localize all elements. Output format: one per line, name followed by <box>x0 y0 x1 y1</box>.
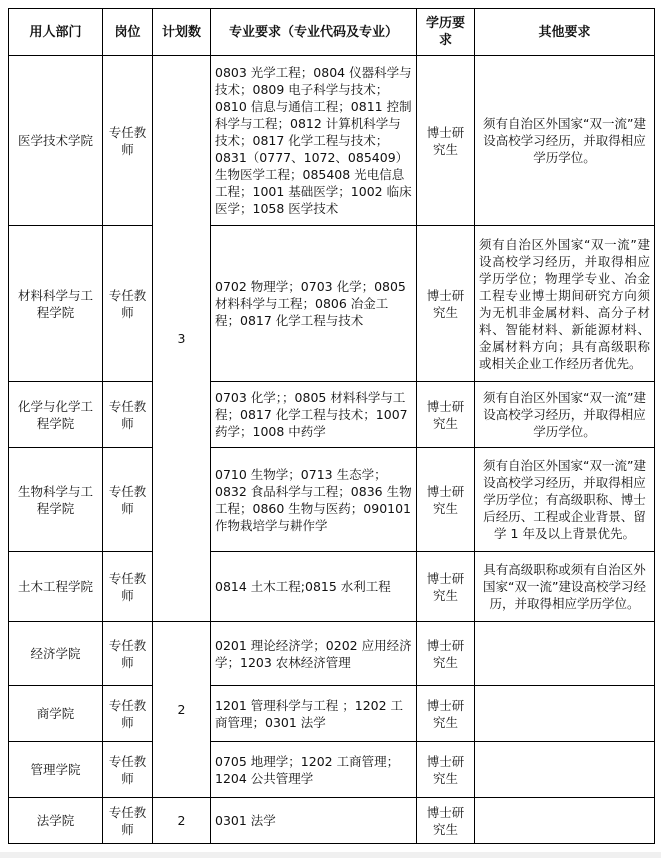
major-cell: 0301 法学 <box>211 798 417 844</box>
degree-cell: 博士研究生 <box>417 382 475 448</box>
header-other: 其他要求 <box>475 9 655 56</box>
major-cell: 0703 化学；；0805 材料科学与工程；0817 化学工程与技术；1007 药学；1008 中药学 <box>211 382 417 448</box>
post-cell: 专任教师 <box>103 622 153 686</box>
plan-cell: 2 <box>153 798 211 844</box>
header-degree: 学历要求 <box>417 9 475 56</box>
post-cell: 专任教师 <box>103 448 153 552</box>
table-row <box>9 56 655 226</box>
post-cell: 专任教师 <box>103 382 153 448</box>
dept-cell: 法学院 <box>9 798 103 844</box>
post-cell: 专任教师 <box>103 686 153 742</box>
degree-cell: 博士研究生 <box>417 798 475 844</box>
table-row <box>9 686 655 742</box>
dept-cell: 经济学院 <box>9 622 103 686</box>
other-cell: 须有自治区外国家“双一流”建设高校学习经历，并取得相应学历学位。 <box>475 382 655 448</box>
header-plan: 计划数 <box>153 9 211 56</box>
header-row <box>9 9 655 56</box>
other-cell: 须有自治区外国家“双一流”建设高校学习经历，并取得相应学历学位；有高级职称、博士后经历、工程或企业背景、留学 1 年及以上背景优先。 <box>475 448 655 552</box>
plan-cell: 3 <box>153 56 211 622</box>
table-row <box>9 798 655 844</box>
degree-cell: 博士研究生 <box>417 226 475 382</box>
other-cell: 具有高级职称或须有自治区外国家“双一流”建设高校学习经历，并取得相应学历学位。 <box>475 552 655 622</box>
dept-cell: 商学院 <box>9 686 103 742</box>
header-dept: 用人部门 <box>9 9 103 56</box>
table-row <box>9 382 655 448</box>
post-cell: 专任教师 <box>103 56 153 226</box>
table-row <box>9 448 655 552</box>
header-post: 岗位 <box>103 9 153 56</box>
dept-cell: 医学技术学院 <box>9 56 103 226</box>
other-cell: 须有自治区外国家“双一流”建设高校学习经历，并取得相应学历学位。 <box>475 56 655 226</box>
dept-cell: 材料科学与工程学院 <box>9 226 103 382</box>
degree-cell: 博士研究生 <box>417 448 475 552</box>
post-cell: 专任教师 <box>103 226 153 382</box>
other-cell <box>475 798 655 844</box>
other-cell <box>475 622 655 686</box>
table-row <box>9 226 655 382</box>
degree-cell: 博士研究生 <box>417 686 475 742</box>
other-cell: 须有自治区外国家“双一流”建设高校学习经历，并取得相应学历学位；物理学专业、冶金工程专业博士期间研究方向须为无机非金属材料、高分子材料、智能材料、新能源材料、金属材料方向；具有高级职称或相关企业工作经历者优先。 <box>475 226 655 382</box>
degree-cell: 博士研究生 <box>417 56 475 226</box>
major-cell: 0702 物理学；0703 化学；0805 材料科学与工程；0806 冶金工程；0817 化学工程与技术 <box>211 226 417 382</box>
major-cell: 0201 理论经济学；0202 应用经济学；1203 农林经济管理 <box>211 622 417 686</box>
major-cell: 0803 光学工程；0804 仪器科学与技术；0809 电子科学与技术；0810 信息与通信工程；0811 控制科学与工程；0812 计算机科学与技术；0817 化学工程与技术；0831（0777、1072、085409）生物医学工程；085408 光电信息工程；1001 基础医学；1002 临床医学；1058 医学技术 <box>211 56 417 226</box>
post-cell: 专任教师 <box>103 798 153 844</box>
post-cell: 专任教师 <box>103 552 153 622</box>
dept-cell: 土木工程学院 <box>9 552 103 622</box>
major-cell: 1201 管理科学与工程 ；1202 工商管理；0301 法学 <box>211 686 417 742</box>
degree-cell: 博士研究生 <box>417 552 475 622</box>
major-cell: 0705 地理学；1202 工商管理；1204 公共管理学 <box>211 742 417 798</box>
major-cell: 0814 土木工程;0815 水利工程 <box>211 552 417 622</box>
post-cell: 专任教师 <box>103 742 153 798</box>
dept-cell: 化学与化学工程学院 <box>9 382 103 448</box>
other-cell <box>475 742 655 798</box>
header-major: 专业要求（专业代码及专业） <box>211 9 417 56</box>
degree-cell: 博士研究生 <box>417 742 475 798</box>
page-bottom-shade <box>0 852 661 858</box>
dept-cell: 生物科学与工程学院 <box>9 448 103 552</box>
table-row <box>9 742 655 798</box>
recruitment-table-sheet <box>8 8 655 844</box>
recruitment-table <box>8 8 655 844</box>
major-cell: 0710 生物学；0713 生态学；0832 食品科学与工程；0836 生物工程；0860 生物与医药；090101 作物栽培学与耕作学 <box>211 448 417 552</box>
dept-cell: 管理学院 <box>9 742 103 798</box>
table-row <box>9 552 655 622</box>
degree-cell: 博士研究生 <box>417 622 475 686</box>
table-row <box>9 622 655 686</box>
other-cell <box>475 686 655 742</box>
plan-cell: 2 <box>153 622 211 798</box>
